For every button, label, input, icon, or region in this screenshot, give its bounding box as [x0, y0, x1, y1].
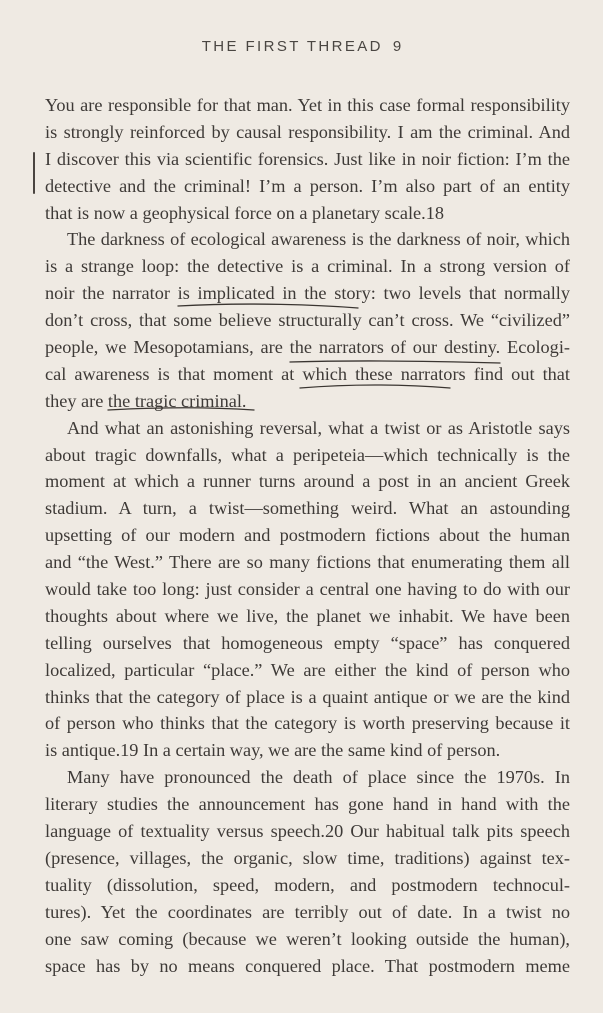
- text-line: space has by no means conquered place. That postmodern meme: [45, 955, 570, 976]
- text-line: I discover this via scientific forensics. Just like in noir fiction: I’m the: [45, 148, 570, 169]
- text-line: And what an astonishing reversal, what a twist or as Aristotle says: [67, 417, 570, 438]
- text-line: tures). Yet the coordinates are terribly out of date. In a twist no: [45, 901, 570, 922]
- text-line: noir the narrator is implicated in the story: two levels that normally: [45, 283, 570, 304]
- text-line: upsetting of our modern and postmodern fictions about the human: [45, 525, 570, 546]
- paragraph-3: [45, 415, 570, 765]
- text-line: is antique.19 In a certain way, we are the same kind of person.: [45, 740, 501, 761]
- text-line: cal awareness is that moment at which these narrators find out that: [45, 363, 570, 384]
- text-line: telling ourselves that homogeneous empty “space” has conquered: [45, 632, 570, 653]
- text-line: (presence, villages, the organic, slow time, traditions) against tex-: [45, 847, 570, 868]
- paragraph-4: [45, 764, 570, 979]
- text-line: and “the West.” There are so many fictions that enumerating them all: [45, 552, 570, 573]
- text-line: tuality (dissolution, speed, modern, and postmodern technocul-: [45, 874, 570, 895]
- paragraph-1: [45, 92, 570, 226]
- text-line: people, we Mesopotamians, are the narrators of our destiny. Ecologi-: [45, 337, 570, 358]
- text-line: detective and the criminal! I’m a person. I’m also part of an entity: [45, 175, 570, 196]
- text-line: don’t cross, that some believe structurally can’t cross. We “civilized”: [45, 310, 570, 331]
- chapter-title: THE FIRST THREAD: [201, 38, 383, 55]
- text-line: moment at which a runner turns around a post in an ancient Greek: [45, 471, 570, 492]
- margin-pen-mark: [33, 152, 35, 194]
- text-line: localized, particular “place.” We are either the kind of person who: [45, 659, 570, 680]
- body-text: [45, 92, 570, 979]
- text-line: they are the tragic criminal.: [45, 390, 247, 411]
- page-number: 9: [392, 38, 402, 55]
- text-line: thinks that the category of place is a quaint antique or we are the kind: [45, 686, 570, 707]
- text-line: You are responsible for that man. Yet in this case formal responsibility: [45, 95, 570, 115]
- text-line: Many have pronounced the death of place since the 1970s. In: [67, 767, 570, 788]
- text-line: is a strange loop: the detective is a criminal. In a strong version of: [45, 256, 570, 277]
- text-line: that is now a geophysical force on a planetary scale.18: [45, 202, 444, 223]
- paragraph-2: [45, 226, 570, 414]
- text-line: thoughts about where we live, the planet we inhabit. We have been: [45, 605, 570, 626]
- text-line: literary studies the announcement has gone hand in hand with the: [45, 794, 570, 815]
- running-head: [0, 38, 603, 55]
- text-line: of person who thinks that the category is worth preserving because it: [45, 713, 570, 734]
- text-line: stadium. A turn, a twist—something weird. What an astounding: [45, 498, 570, 519]
- text-line: language of textuality versus speech.20 Our habitual talk pits speech: [45, 821, 570, 842]
- text-line: about tragic downfalls, what a peripeteia—which technically is the: [45, 444, 570, 465]
- text-line: would take too long: just consider a central one having to do with our: [45, 579, 570, 600]
- text-line: is strongly reinforced by causal responsibility. I am the criminal. And: [45, 121, 570, 142]
- text-line: one saw coming (because we weren’t looking outside the human),: [45, 928, 570, 949]
- text-line: The darkness of ecological awareness is the darkness of noir, which: [67, 229, 570, 250]
